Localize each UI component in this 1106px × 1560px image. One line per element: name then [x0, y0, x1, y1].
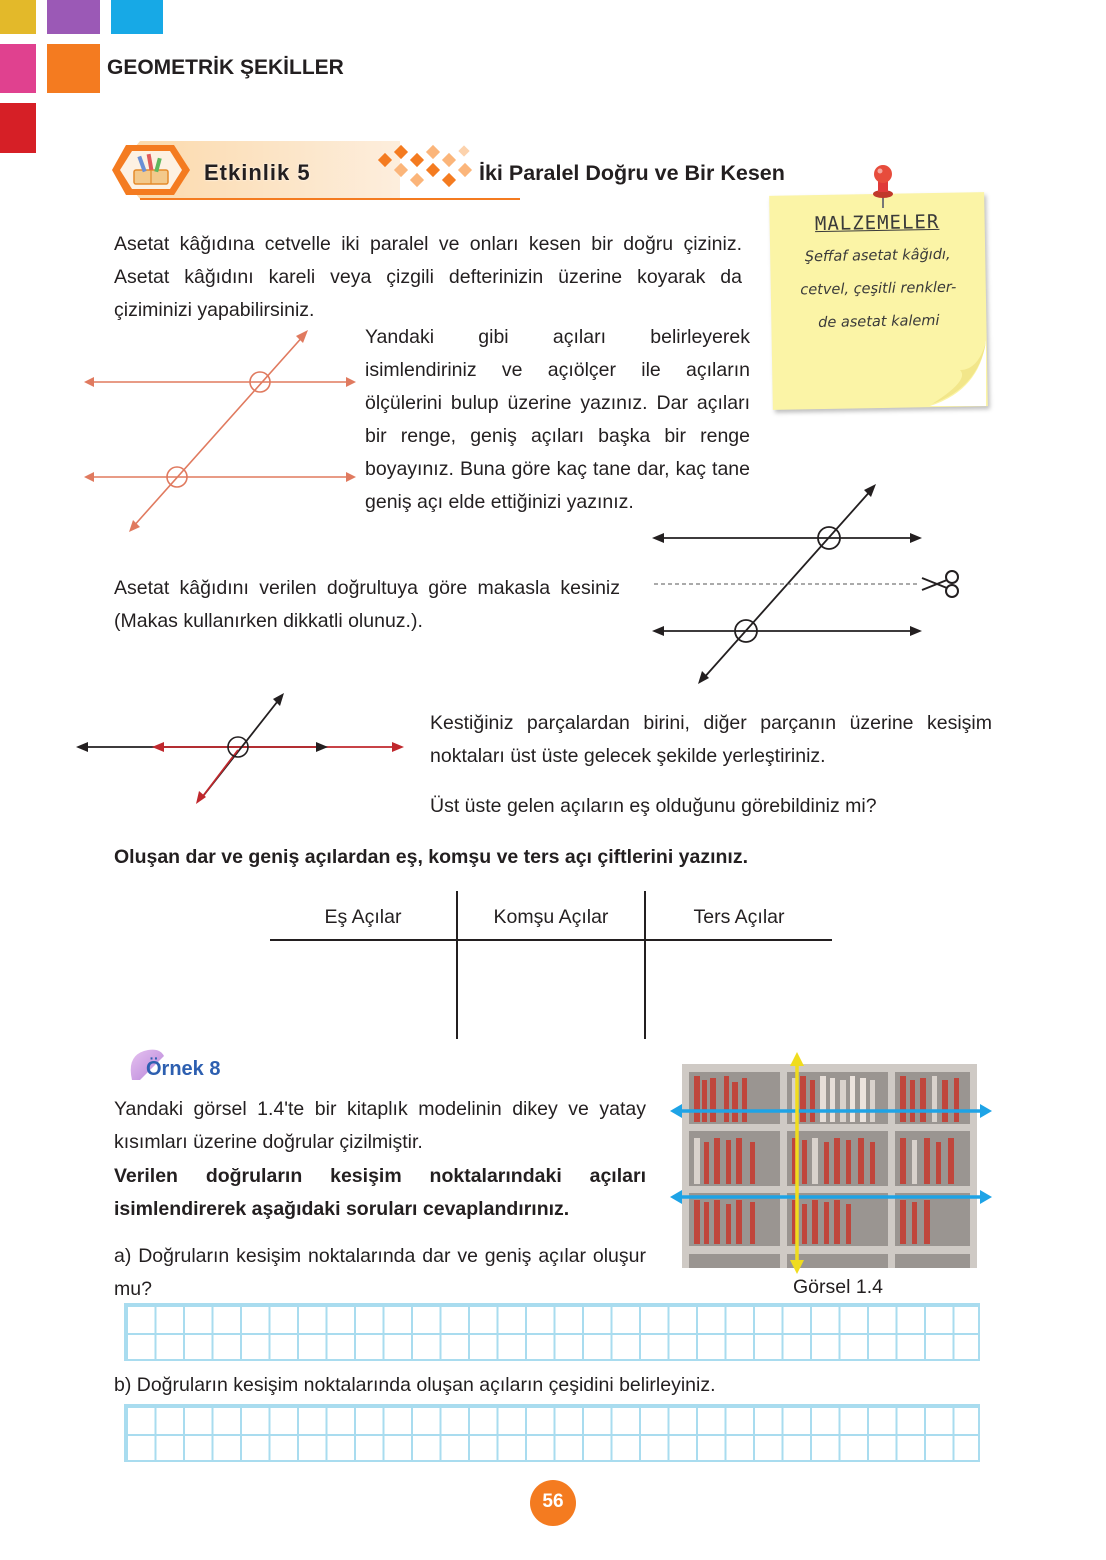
figure-overlay-lines — [72, 690, 408, 806]
table-header-es: Eş Açılar — [324, 906, 402, 928]
paragraph-6: Oluşan dar ve geniş açılardan eş, komşu ve ters açı çiftlerini yazınız. — [114, 846, 749, 868]
question-a: a) Doğruların kesişim noktalarında dar ve geniş açılar oluşur mu? — [114, 1245, 646, 1300]
figure-parallel-lines-2 — [650, 480, 970, 690]
figure-caption: Görsel 1.4 — [793, 1276, 883, 1298]
materials-title: MALZEMELER — [814, 210, 940, 236]
example-label: Örnek 8 — [146, 1058, 221, 1080]
page-number: 56 — [542, 1491, 564, 1512]
materials-line-1: Şeffaf asetat kâğıdı, — [804, 246, 951, 266]
header-square-blue — [111, 0, 163, 34]
example-text-1: Yandaki görsel 1.4'te bir kitaplık modelinin dikey ve yatay kısımları üzerine doğrular çizilmiştir. — [114, 1098, 646, 1153]
header-square-orange — [47, 44, 100, 93]
scissors-icon — [922, 571, 958, 597]
header-square-yellow — [0, 0, 36, 34]
answer-grid-b[interactable] — [124, 1404, 980, 1462]
angle-pairs-table — [270, 891, 832, 1039]
chapter-title: GEOMETRİK ŞEKİLLER — [107, 56, 344, 79]
header-square-pink — [0, 44, 36, 93]
header-square-red — [0, 103, 36, 153]
pushpin-icon — [868, 164, 898, 210]
note-curl — [920, 340, 990, 410]
materials-line-3: de asetat kalemi — [818, 312, 940, 332]
figure-parallel-lines-1 — [80, 328, 360, 538]
paragraph-1: Asetat kâğıdına cetvelle iki paralel ve onları kesen bir doğru çiziniz. Asetat kâğıdını kareli veya çizgili defterinizin üzerine koyarak da çiziminizi yapabilirsiniz. — [114, 233, 742, 321]
header-square-purple — [47, 0, 100, 34]
paragraph-2: Yandaki gibi açıları belirleyerek isimlendiriniz ve açıölçer ile açıların ölçülerini bulup üzerine yazınız. Dar açıları bir renge, geniş açıları başka bir renge boyayınız. Buna göre kaç tane dar, kaç tane geniş açı elde ettiğinizi yazınız. — [365, 326, 750, 513]
materials-line-2: cetvel, çeşitli renkler- — [800, 279, 957, 299]
activity-title: İki Paralel Doğru ve Bir Kesen — [479, 161, 785, 185]
paragraph-4: Kestiğiniz parçalardan birini, diğer parçanın üzerine kesişim noktaları üst üste gelecek şekilde yerleştiriniz. — [430, 712, 992, 767]
bookshelf-image — [670, 1050, 1000, 1276]
table-header-ters: Ters Açılar — [693, 906, 785, 928]
example-text-2: Verilen doğruların kesişim noktalarındaki açıları isimlendirerek aşağıdaki soruları cevaplandırınız. — [114, 1165, 646, 1220]
table-header-komsu: Komşu Açılar — [493, 906, 609, 928]
question-b: b) Doğruların kesişim noktalarında oluşan açıların çeşidini belirleyiniz. — [114, 1374, 716, 1396]
paragraph-3: Asetat kâğıdını verilen doğrultuya göre makasla kesiniz (Makas kullanırken dikkatli olunuz.). — [114, 577, 620, 632]
paragraph-5: Üst üste gelen açıların eş olduğunu görebildiniz mi? — [430, 795, 877, 817]
answer-grid-a[interactable] — [124, 1303, 980, 1361]
book-icon — [128, 150, 174, 192]
activity-label: Etkinlik 5 — [204, 160, 311, 185]
